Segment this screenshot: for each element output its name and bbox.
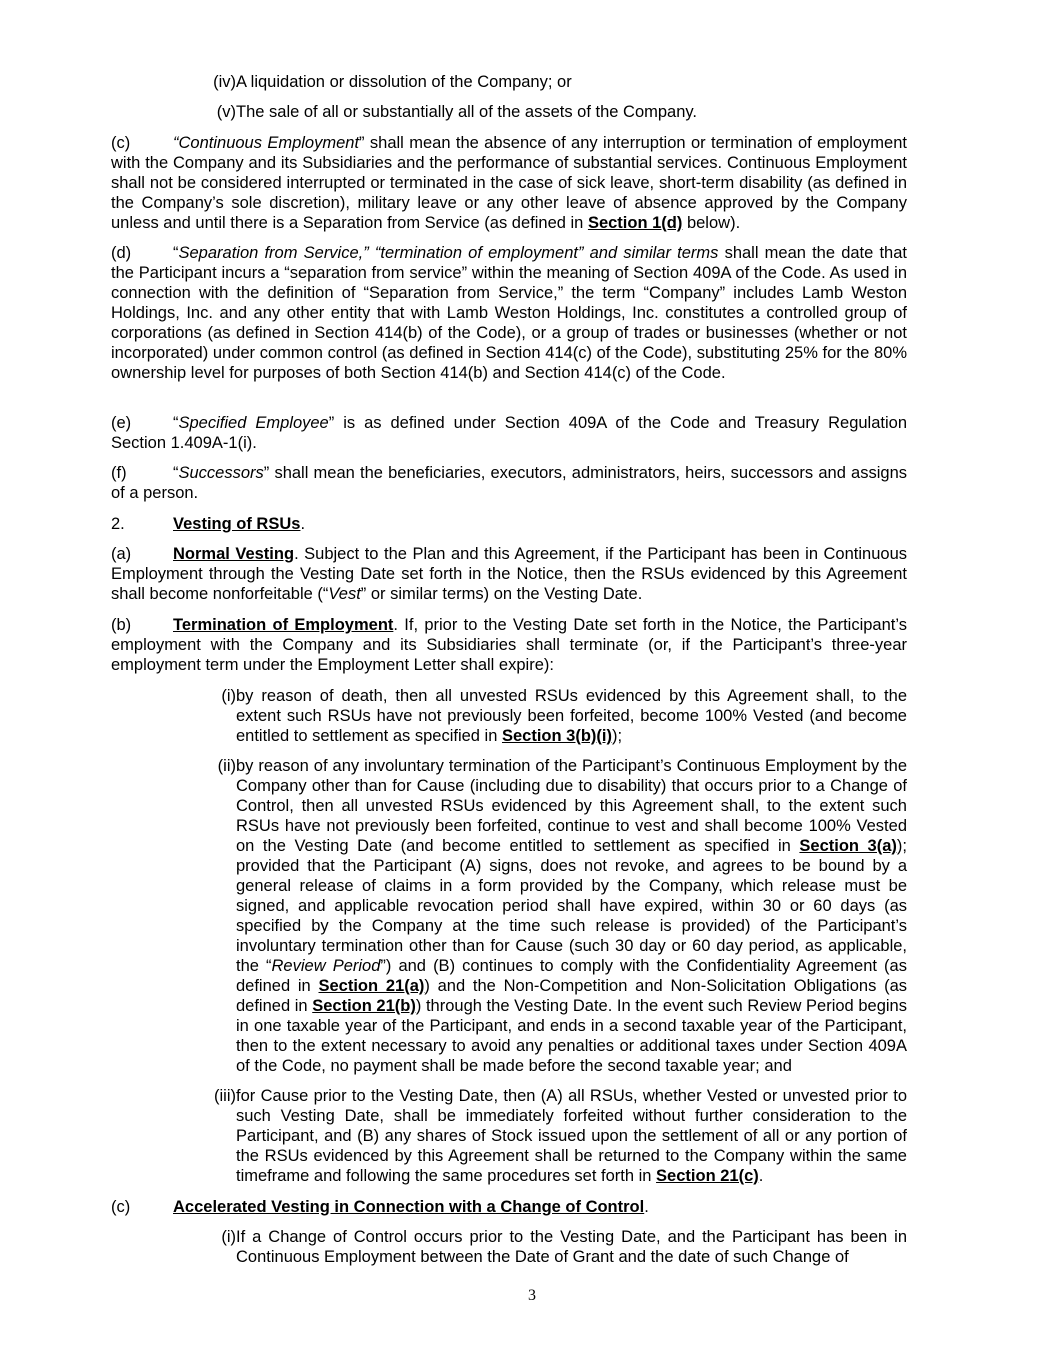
paragraph-heading: Accelerated Vesting in Connection with a Change of Control [173,1198,645,1216]
cross-reference-link[interactable]: Section 3(b)(i) [501,727,612,745]
defined-term: Separation from Service,” “termination of employment” and similar terms [178,244,719,262]
clause-number: (iii) [214,1087,236,1105]
clause-iv [205,72,907,92]
paragraph-normal-vesting: (a) Normal Vesting. Subject to the Plan and this Agreement, if the Participant has been in Continuous Employment through the Vesting Date set forth in the Notice, then the RSUs evidenced by this Agreement shall become nonforfeitable (“Vest” or similar terms) on the Vesting Date. [111,545,907,603]
clause-b-i [205,686,907,746]
definition-specified-employee: (e) “Specified Employee” is as defined under Section 409A of the Code and Treasury Regulation Section 1.409A-1(i). [111,414,907,452]
section-2-heading: 2. Vesting of RSUs. [111,515,306,533]
clause-c-i [205,1227,907,1267]
clause-number: (i) [221,1228,236,1246]
cross-reference-link[interactable]: Section 1(d) [587,214,683,232]
paragraph-label: (c) [111,1198,131,1216]
defined-term: Vest [328,585,361,603]
defined-term: Specified Employee [178,414,329,432]
clause-number: (v) [216,103,236,121]
paragraph-label: (f) [111,464,127,482]
cross-reference-link[interactable]: Section 21(c) [656,1167,759,1185]
clause-text: by reason of death, then all unvested RSUs evidenced by this Agreement shall, to the extent such RSUs have not previously been forfeited, become 100% Vested (and become entitled to settlement as specified in Section 3(b)(i)); [236,687,907,745]
defined-term: “Continuous Employment [173,134,360,152]
clause-number: (ii) [217,757,236,775]
paragraph-label: (a) [111,545,132,563]
clause-text: The sale of all or substantially all of the assets of the Company. [236,103,698,121]
paragraph-heading: Normal Vesting [173,545,295,563]
cross-reference-link[interactable]: Section 3(a) [799,837,897,855]
paragraph-heading: Termination of Employment [173,616,394,634]
clause-b-iii [205,1086,907,1186]
clause-text: for Cause prior to the Vesting Date, then (A) all RSUs, whether Vested or unvested prior to such Vesting Date, shall be immediately forfeited without further consideration to the Participant, and (B) any shares of Stock issued upon the settlement of all or any portion of the RSUs evidenced by this Agreement shall be returned to the Company within the same timeframe and following the same procedures set forth in Section 21(c). [236,1087,907,1185]
clause-text: If a Change of Control occurs prior to the Vesting Date, and the Participant has been in Continuous Employment between the Date of Grant and the date of such Change of [236,1228,907,1266]
cross-reference-link[interactable]: Section 21(b) [312,997,416,1015]
clause-number: (iv) [213,73,236,91]
page-number: 3 [528,1287,536,1304]
clause-text: A liquidation or dissolution of the Company; or [236,73,572,91]
definition-separation-from-service: (d) “Separation from Service,” “termination of employment” and similar terms shall mean the date that the Participant incurs a “separation from service” within the meaning of Section 409A of the Code. As used in connection with the definition of “Separation from Service,” the term “Company” includes Lamb Weston Holdings, Inc. and any other entity that with Lamb Weston Holdings, Inc. constitutes a controlled group of corporations (as defined in Section 414(b) of the Code), or a group of trades or businesses (whether or not incorporated) under common control (as defined in Section 414(c) of the Code), substituting 25% for the 80% ownership level for purposes of both Section 414(b) and Section 414(c) of the Code. [111,244,907,382]
clause-text: by reason of any involuntary termination of the Participant’s Continuous Employment by the Company other than for Cause (including due to disability) that occurs prior to a Change of Control, then all unvested RSUs evidenced by this Agreement shall, to the extent such RSUs have not previously been forfeited, continue to vest and shall become 100% Vested on the Vesting Date (and become entitled to settlement as specified in Section 3(a)); provided that the Participant (A) signs, does not revoke, and agrees to be bound by a general release of claims in a form provided by the Company, which release must be signed, and applicable revocation period shall have expired, within 30 or 60 days (as specified by the Company at the time such release is provided) of the Participant’s involuntary termination other than for Cause (such 30 day or 60 day period, as applicable, the “Review Period”) and (B) continues to comply with the Confidentiality Agreement (as defined in Section 21(a)) and the Non-Competition and Non-Solicitation Obligations (as defined in Section 21(b)) through the Vesting Date. In the event such Review Period begins in one taxable year of the Participant, and ends in a second taxable year of the Participant, then to the extent necessary to avoid any penalties or additional taxes under Section 409A of the Code, no payment shall be made before the second taxable year; and [236,757,907,1075]
paragraph-label: (c) [111,134,131,152]
cross-reference-link[interactable]: Section 21(a) [318,977,425,995]
defined-term: Review Period [271,957,381,975]
section-number: 2. [111,515,125,533]
definition-continuous-employment: (c) “Continuous Employment” shall mean the absence of any interruption or termination of employment with the Company and its Subsidiaries and the performance of substantial services. Continuous Employment shall not be considered interrupted or terminated in the case of sick leave, short-term disability (as defined in the Company’s sole discretion), military leave or any other leave of absence approved by the Company unless and until there is a Separation from Service (as defined in Section 1(d) below). [111,134,907,232]
paragraph-label: (b) [111,616,132,634]
clause-number: (i) [221,687,236,705]
definition-successors: (f) “Successors” shall mean the beneficiaries, executors, administrators, heirs, successors and assigns of a person. [111,464,907,502]
paragraph-accelerated-vesting: (c) Accelerated Vesting in Connection with a Change of Control. [111,1198,649,1216]
clause-v [205,102,907,122]
paragraph-label: (d) [111,244,132,262]
paragraph-label: (e) [111,414,132,432]
defined-term: Successors [178,464,264,482]
section-title: Vesting of RSUs [173,515,301,533]
paragraph-termination-of-employment: (b) Termination of Employment. If, prior to the Vesting Date set forth in the Notice, the Participant’s employment with the Company and its Subsidiaries shall terminate (or, if the Participant’s three-year employment term under the Employment Letter shall expire): [111,616,907,674]
clause-b-ii [205,756,907,1076]
